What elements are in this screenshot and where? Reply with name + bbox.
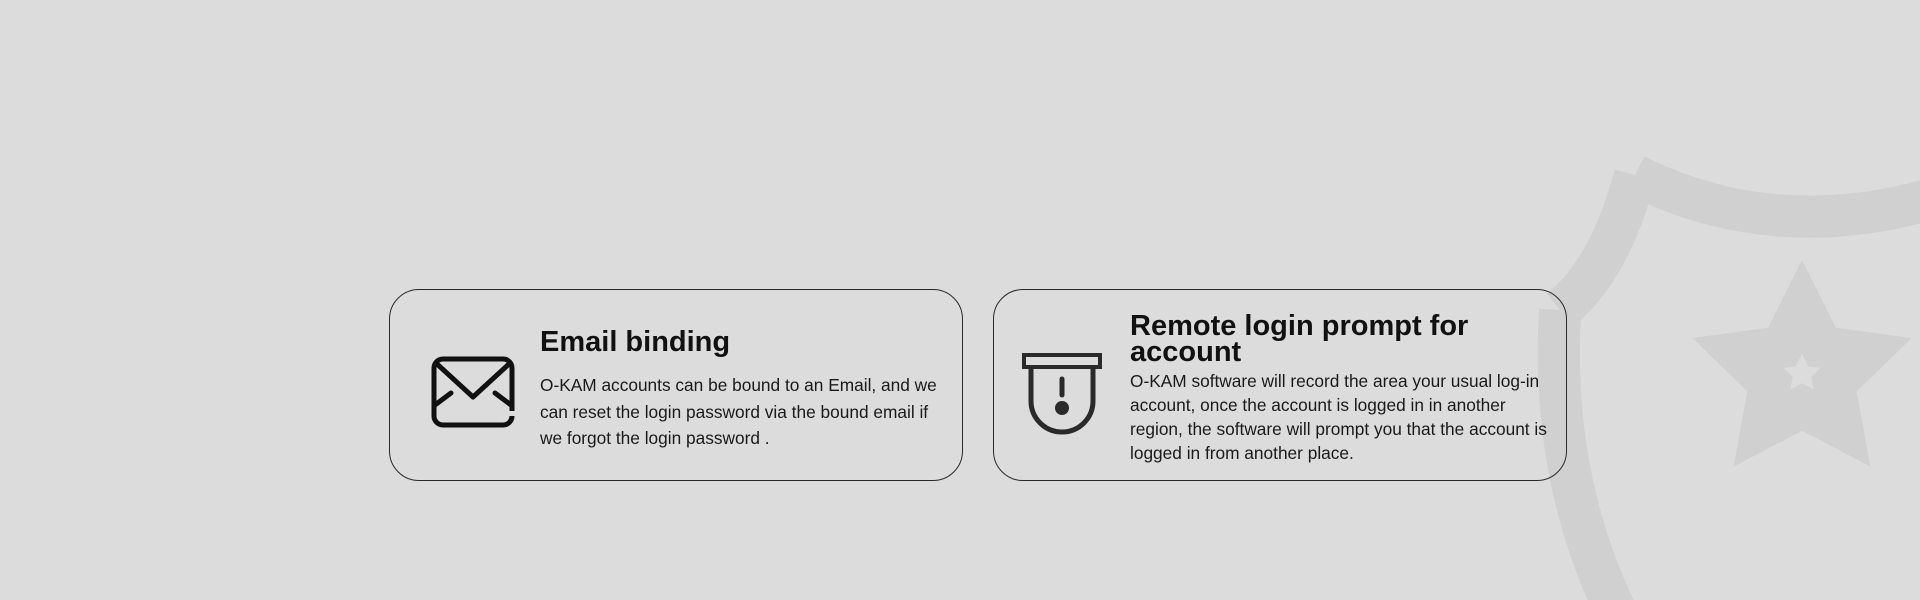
security-camera-icon bbox=[1022, 353, 1102, 437]
feature-card-remote-login-prompt bbox=[993, 289, 1567, 481]
feature-title: Remote login prompt for account bbox=[1130, 310, 1469, 368]
feature-description: O-KAM software will record the area your usual log-in account, once the account is logged in in another region, the software will prompt you that the account is logged in from another place. bbox=[1130, 371, 1547, 463]
envelope-icon bbox=[431, 356, 515, 428]
feature-title: Email binding bbox=[540, 326, 731, 358]
feature-card-email-binding bbox=[389, 289, 963, 481]
feature-description: O-KAM accounts can be bound to an Email, and we can reset the login password via the bound email if we forgot the login password . bbox=[540, 375, 937, 448]
